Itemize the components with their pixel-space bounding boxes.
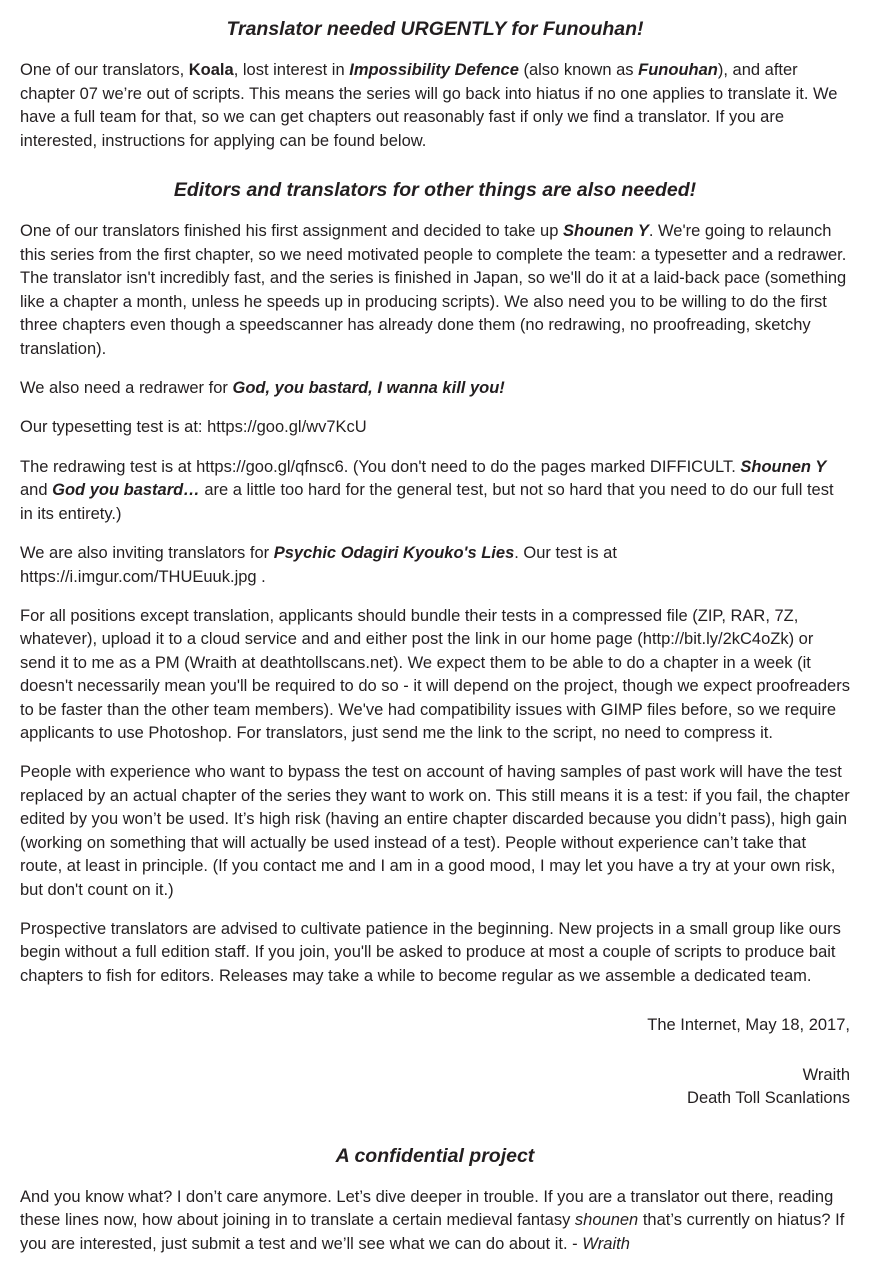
series-title: Shounen Y: [562, 222, 649, 241]
series-title: Shounen Y: [740, 457, 827, 476]
signature-inline: Wraith: [582, 1234, 630, 1253]
signature: [20, 1064, 850, 1111]
page-title: Translator needed URGENTLY for Funouhan!: [226, 18, 644, 40]
text-segment: are a little too hard for the general test, but not so hard that you need to do our full test in its entirety.): [20, 481, 834, 523]
series-title-alt: Funouhan: [638, 61, 718, 80]
dateline: The Internet, May 18, 2017,: [647, 1016, 850, 1035]
series-title: God, you bastard, I wanna kill you!: [232, 379, 505, 397]
series-title: Impossibility Defence: [349, 61, 519, 80]
signature-name: Wraith: [802, 1065, 850, 1084]
section-heading-editors: Editors and translators for other things are also needed!: [173, 179, 697, 202]
genre-term: shounen: [574, 1211, 639, 1230]
text-segment: We also need a redrawer for: [20, 379, 233, 397]
series-title: God you bastard…: [52, 481, 200, 500]
text-segment: One of our translators,: [20, 61, 189, 80]
paragraph-psychic-odagiri: [20, 542, 850, 589]
text-segment: And you know what? I don’t care anymore. Let’s dive deeper in trouble. If you are a translator out there, reading these lines now, how about joining in to translate a certain medieval fantasy: [20, 1187, 834, 1230]
text-segment: and: [20, 481, 53, 500]
text-segment: . Our test is at https://i.imgur.com/THUEuuk.jpg .: [20, 544, 617, 586]
text-segment: ), and after chapter 07 we’re out of scripts. This means the series will go back into hiatus if no one applies to translate it. We have a full team for that, so we can get chapters out reasonably fast if only we find a translator. If you are interested, instructions for applying can be found below.: [20, 61, 838, 150]
paragraph-application-instructions: For all positions except translation, applicants should bundle their tests in a compressed file (ZIP, RAR, 7Z, whatever), upload it to a cloud service and and either post the link in our home page (http://bit.ly/2kC4oZk) or send it to me as a PM (Wraith at deathtollscans.net). We expect them to be able to do a chapter in a week (it doesn't necessarily mean you'll be required to do so - it will depend on the project, though we expect proofreaders to be faster than the other team members). We've had compatibility issues with GIMP files before, so we require applicants to use Photoshop. For translators, just send me the link to the script, no need to compress it.: [20, 606, 850, 743]
text-segment: The redrawing test is at https://goo.gl/qfnsc6. (You don't need to do the pages marked DIFFICULT.: [20, 457, 741, 476]
paragraph-redrawing-test: [20, 456, 850, 526]
paragraph-typesetting-test: Our typesetting test is at: https://goo.gl/wv7KcU: [20, 418, 367, 437]
paragraph-redrawer-needed: [20, 377, 850, 400]
paragraph-prospective-translators: Prospective translators are advised to cultivate patience in the beginning. New projects in a small group like ours begin without a full edition staff. If you join, you'll be asked to produce at most a couple of scripts to produce bait chapters to fish for editors. Releases may take a while to become regular as we assemble a dedicated team.: [20, 920, 841, 985]
paragraph-experience-bypass: People with experience who want to bypass the test on account of having samples of past work will have the test replaced by an actual chapter of the series they want to work on. This still means it is a test: if you fail, the chapter edited by you won’t be used. It’s high risk (having an entire chapter discarded because you didn’t pass), high gain (working on something that will actually be used instead of a test). People without experience can’t take that route, at least in principle. (If you contact me and I am in a good mood, I may let you have a try at your own risk, but don't count on it.): [20, 763, 850, 899]
paragraph-confidential-project: [20, 1186, 850, 1256]
text-segment: We are also inviting translators for: [20, 544, 274, 563]
paragraph-shounen-y: [20, 220, 850, 361]
paragraph-translator-needed: [20, 59, 850, 153]
text-segment: that’s currently on hiatus? If you are interested, just submit a test and we’ll see what we can do about it. -: [20, 1211, 845, 1253]
text-segment: One of our translators finished his first assignment and decided to take up: [20, 222, 563, 241]
series-title: Psychic Odagiri Kyouko's Lies: [273, 544, 515, 563]
signature-group: Death Toll Scanlations: [687, 1089, 850, 1108]
translator-name: Koala: [188, 61, 234, 80]
section-heading-confidential: A confidential project: [335, 1144, 535, 1167]
text-segment: (also known as: [518, 61, 639, 80]
text-segment: , lost interest in: [233, 61, 350, 80]
text-segment: . We're going to relaunch this series from the first chapter, so we need motivated people to complete the team: a typesetter and a redrawer. The translator isn't incredibly fast, and the series is finished in Japan, so we'll do it at a laid-back pace (something like a chapter a month, unless he speeds up in producing scripts). We also need you to be willing to do the first three chapters even though a speedscanner has already done them (no redrawing, no proofreading, sketchy translation).: [20, 222, 847, 358]
